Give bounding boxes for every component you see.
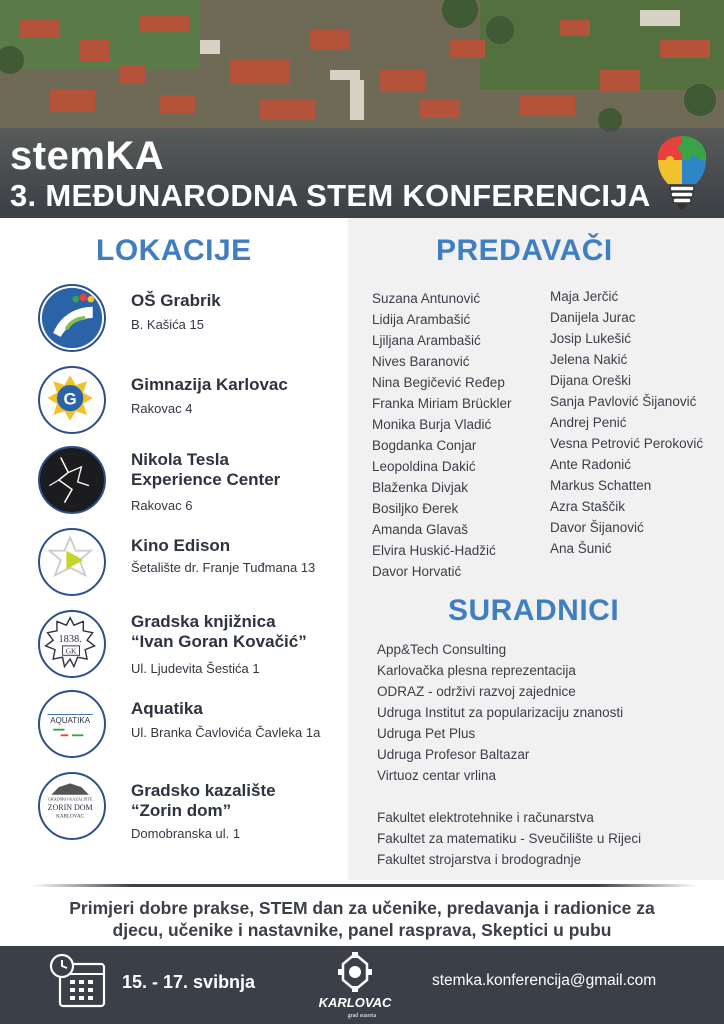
speaker-name: Maja Jerčić (550, 289, 619, 304)
location-address: Rakovac 4 (131, 401, 193, 416)
speaker-name: Dijana Oreški (550, 373, 632, 388)
tagline-line1: Primjeri dobre prakse, STEM dan za učenike, predavanja i radionice za (69, 898, 655, 918)
svg-text:1838.: 1838. (58, 634, 82, 646)
speaker-name: Vesna Petrović Peroković (550, 436, 704, 451)
faculty-name: Fakultet strojarstva i brodogradnje (377, 852, 582, 867)
header-banner (0, 0, 724, 218)
speaker-name: Josip Lukešić (550, 331, 632, 346)
collaborator-name: ODRAZ - održivi razvoj zajednice (377, 684, 576, 699)
speaker-name: Markus Schatten (550, 478, 652, 493)
speakers-heading: PREDAVAČI (436, 234, 613, 267)
kino-edison-logo (38, 528, 106, 596)
speaker-name: Davor Horvatić (372, 564, 462, 579)
speaker-name: Blaženka Divjak (372, 480, 469, 495)
location-address: Rakovac 6 (131, 498, 193, 513)
speaker-name: Nives Baranović (372, 354, 470, 369)
svg-text:grad susreta: grad susreta (347, 1013, 377, 1019)
speaker-name: Jelena Nakić (550, 352, 628, 367)
speaker-name: Leopoldina Dakić (372, 459, 476, 474)
location-name: Gradska knjižnica (131, 612, 276, 631)
speaker-name: Ante Radonić (550, 457, 632, 472)
speaker-name: Azra Staščik (550, 499, 626, 514)
collaborator-name: Udruga Pet Plus (377, 726, 476, 741)
location-address: Ul. Ljudevita Šestića 1 (131, 661, 260, 676)
collaborator-name: App&Tech Consulting (377, 642, 507, 657)
locations-heading: LOKACIJE (96, 234, 252, 267)
aquatika-logo (38, 690, 106, 758)
calendar-clock-icon (48, 952, 108, 1010)
svg-text:KARLOVAC: KARLOVAC (318, 995, 392, 1010)
speaker-name: Ana Šunić (550, 541, 612, 556)
speaker-name: Monika Burja Vladić (372, 417, 492, 432)
faculties-list (377, 807, 641, 870)
speaker-name: Bogdanka Conjar (372, 438, 477, 453)
collaborators-list (377, 639, 623, 786)
svg-text:AQUATIKA: AQUATIKA (50, 716, 91, 726)
speaker-name: Sanja Pavlović Šijanović (550, 394, 697, 409)
tesla-center-logo (38, 446, 106, 514)
svg-text:G: G (63, 389, 77, 409)
contact-email[interactable]: stemka.konferencija@gmail.com (432, 972, 657, 989)
location-name: Gradsko kazalište (131, 781, 276, 800)
speaker-name: Davor Šijanović (550, 520, 644, 535)
location-name-line2: Experience Center (131, 470, 281, 489)
speaker-name: Franka Miriam Brückler (372, 396, 512, 411)
location-address: Domobranska ul. 1 (131, 826, 241, 841)
location-address: Šetalište dr. Franje Tuđmana 13 (131, 560, 316, 575)
location-name: Kino Edison (131, 536, 231, 555)
svg-text:GRADSKO KAZALIŠTE: GRADSKO KAZALIŠTE (47, 796, 93, 802)
speaker-name: Lidija Arambašić (372, 312, 471, 327)
speaker-name: Amanda Glavaš (372, 522, 469, 537)
collaborator-name: Virtuoz centar vrlina (377, 768, 497, 783)
program-tagline (20, 897, 704, 941)
location-name: Gimnazija Karlovac (131, 375, 288, 394)
gradska-knjiznica-logo (38, 610, 106, 678)
os-grabrik-logo (38, 284, 106, 352)
speakers-list-col2 (550, 286, 703, 559)
brand-title: stemKA (10, 134, 165, 178)
footer (0, 946, 724, 1024)
collaborator-name: Udruga Institut za popularizaciju znanosti (377, 705, 624, 720)
location-name: Aquatika (131, 699, 203, 718)
speaker-name: Bosiljko Đerek (372, 501, 459, 516)
tagline-line2: djecu, učenike i nastavnike, panel rasprava, Skeptici u pubu (112, 920, 612, 940)
location-address: Ul. Branka Čavlovića Čavleka 1a (131, 725, 321, 740)
speaker-name: Nina Begičević Ređep (372, 375, 505, 390)
faculty-name: Fakultet za matematiku - Sveučilište u Rijeci (377, 831, 642, 846)
conference-title: 3. MEĐUNARODNA STEM KONFERENCIJA (10, 178, 651, 213)
karlovac-city-logo (312, 950, 398, 1020)
location-address: B. Kašića 15 (131, 317, 204, 332)
location-name-line2: “Zorin dom” (131, 801, 232, 820)
collaborators-heading: SURADNICI (448, 594, 620, 627)
location-name: Nikola Tesla (131, 450, 229, 469)
faculty-name: Fakultet elektrotehnike i računarstva (377, 810, 594, 825)
speaker-name: Danijela Jurac (550, 310, 636, 325)
svg-text:ZORIN DOM: ZORIN DOM (47, 802, 93, 812)
location-name-line2: “Ivan Goran Kovačić” (131, 632, 307, 651)
speaker-name: Elvira Huskić-Hadžić (372, 543, 496, 558)
speaker-name: Ljiljana Arambašić (372, 333, 481, 348)
puzzle-lightbulb-icon (652, 132, 712, 212)
svg-text:KARLOVAC: KARLOVAC (56, 813, 85, 820)
divider (32, 884, 696, 887)
speaker-name: Suzana Antunović (372, 291, 481, 306)
event-dates: 15. - 17. svibnja (122, 972, 256, 992)
zorin-dom-logo (38, 772, 106, 840)
speaker-name: Andrej Penić (550, 415, 627, 430)
collaborator-name: Karlovačka plesna reprezentacija (377, 663, 576, 678)
gimnazija-karlovac-logo (38, 366, 106, 434)
collaborator-name: Udruga Profesor Baltazar (377, 747, 530, 762)
location-name: OŠ Grabrik (131, 291, 221, 310)
svg-text:GK: GK (65, 646, 77, 656)
speakers-list-col1 (372, 288, 512, 582)
